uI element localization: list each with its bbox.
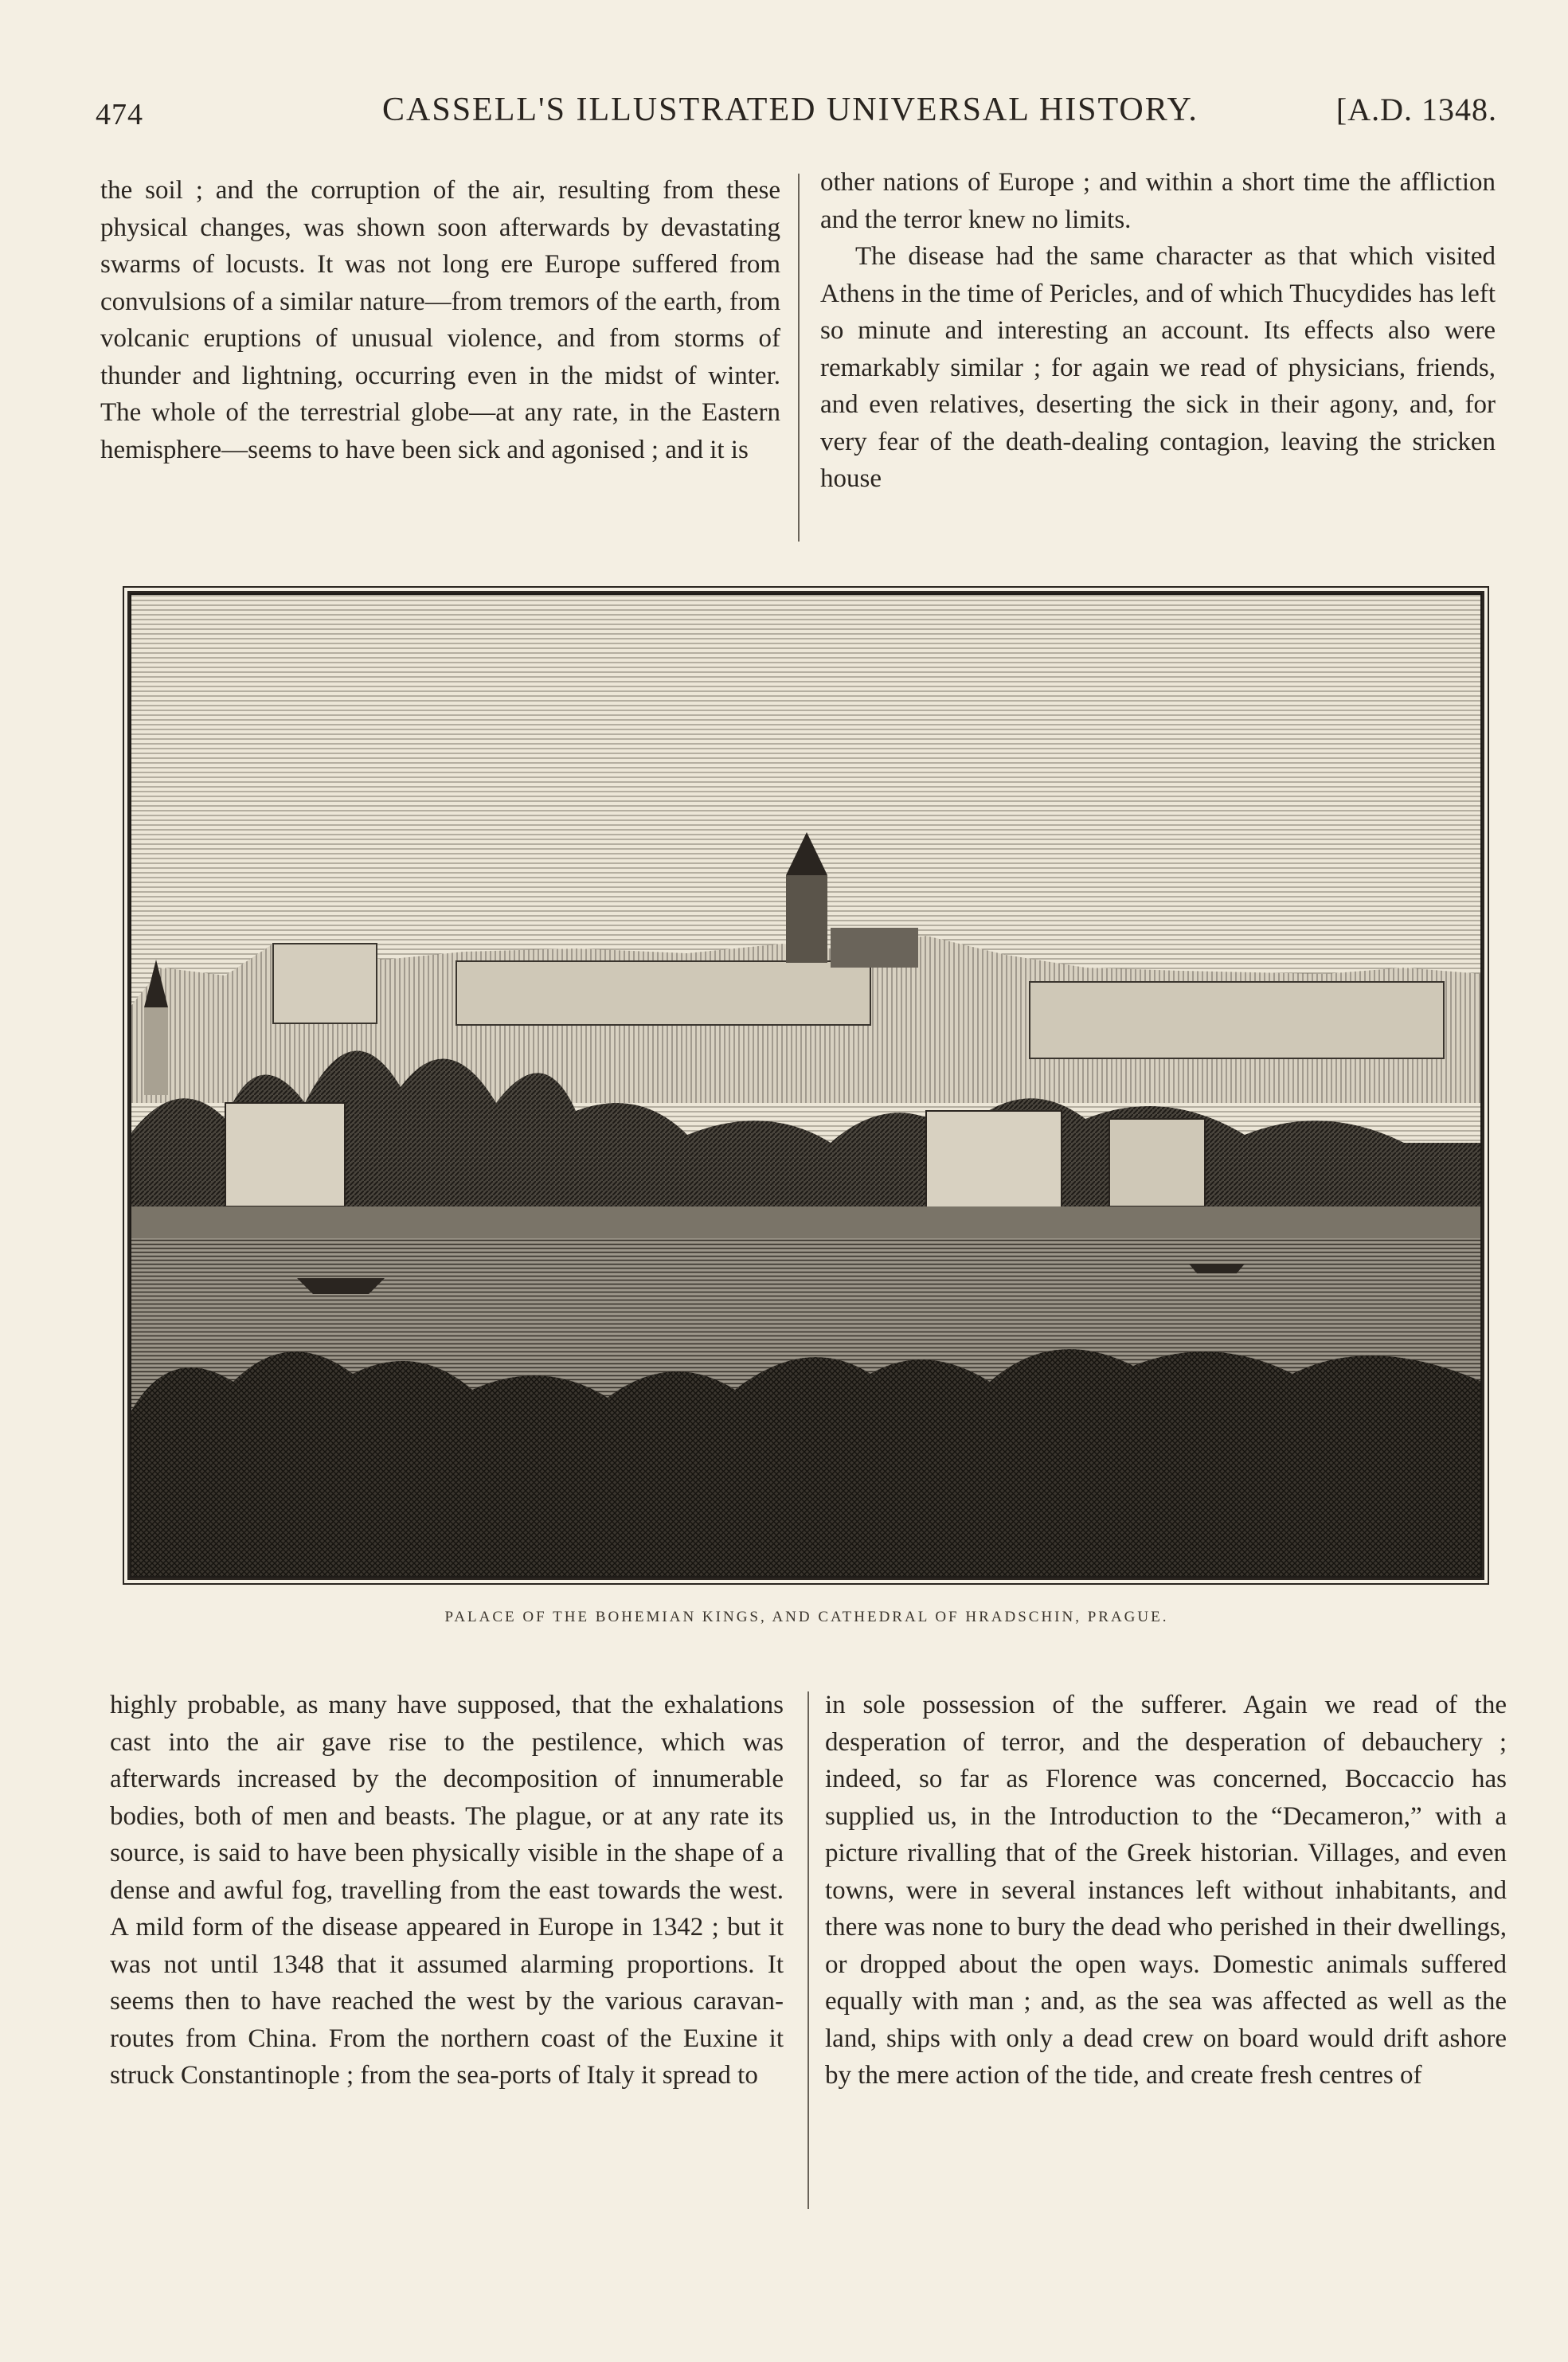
engraving-prague-palace xyxy=(127,591,1484,1580)
running-title: CASSELL'S ILLUSTRATED UNIVERSAL HISTORY. xyxy=(382,92,1198,128)
paragraph: the soil ; and the corruption of the air, resulting from these physical changes, was shown soon afterwards by devastating swarms of locusts. It was not long ere Europe suffered from convulsions of a similar nature—from tremors of the earth, from volcanic eruptions of unusual violence, and from storms of thunder and lightning, occurring even in the midst of winter. The whole of the terrestrial globe—at any rate, in the Eastern hemisphere—seems to have been sick and agonised ; and it is xyxy=(100,176,780,464)
top-right-column xyxy=(820,164,1496,498)
bottom-right-column xyxy=(825,1687,1507,2094)
paragraph: The disease had the same character as that which visited Athens in the time of Pericles, and of which Thucydides has left so minute and interesting an account. Its effects also were remarkably similar ; for again we read of physicians, friends, and even relatives, deserting the sick in their agony, and, for very fear of the death-dealing contagion, leaving the stricken house xyxy=(820,242,1496,493)
figure-caption: PALACE OF THE BOHEMIAN KINGS, AND CATHEDRAL OF HRADSCHIN, PRAGUE. xyxy=(444,1609,1169,1625)
bottom-left-column xyxy=(110,1687,784,2094)
top-left-column xyxy=(100,172,780,468)
column-rule xyxy=(807,1691,809,2209)
paragraph: in sole possession of the sufferer. Again we read of the desperation of terror, and the desperation of debauchery ; indeed, so far as Florence was concerned, Boccaccio has supplied us, in the Introduction to the “Decameron,” with a picture rivalling that of the Greek historian. Villages, and even towns, were in several instances left without inhabitants, and there was none to bury the dead who perished in their dwellings, or dropped about the open ways. Domestic animals suffered equally with man ; and, as the sea was affected as well as the land, ships with only a dead crew on board would drift ashore by the mere action of the tide, and create fresh centres of xyxy=(825,1691,1507,2090)
paragraph: highly probable, as many have supposed, that the exhalations cast into the air gave rise to the pestilence, which was afterwards increased by the decomposition of innumerable bodies, both of men and beasts. The plague, or at any rate its source, is said to have been physically visible in the shape of a dense and awful fog, travelling from the east towards the west. A mild form of the disease appeared in Europe in 1342 ; but it was not until 1348 that it assumed alarming proportions. It seems then to have reached the west by the various caravan-routes from China. From the northern coast of the Euxine it struck Constantinople ; from the sea-ports of Italy it spread to xyxy=(110,1691,784,2090)
paragraph: other nations of Europe ; and within a short time the affliction and the terror knew no limits. xyxy=(820,168,1496,234)
running-header xyxy=(96,86,1497,134)
page-number: 474 xyxy=(96,98,143,131)
column-rule xyxy=(798,174,800,542)
header-date: [A.D. 1348. xyxy=(1335,92,1497,127)
